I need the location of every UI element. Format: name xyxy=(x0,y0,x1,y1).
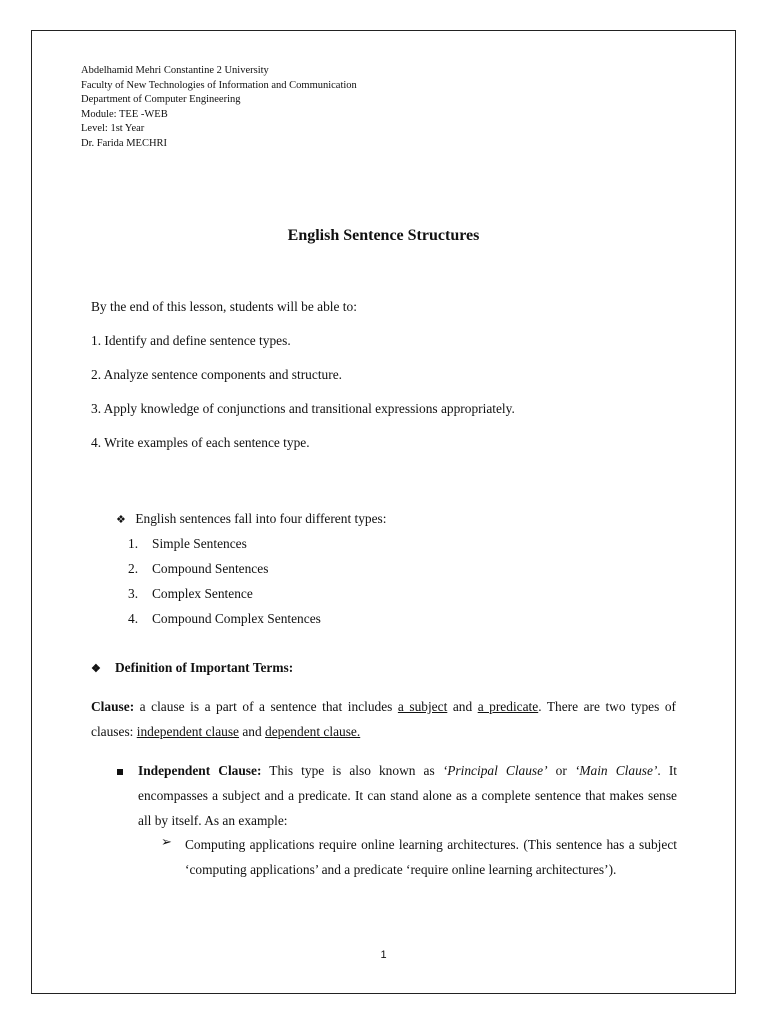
list-item xyxy=(128,561,268,577)
alias-main-clause: ‘Main Clause’ xyxy=(574,763,658,778)
alias-principal-clause: ‘Principal Clause’ xyxy=(442,763,548,778)
diamond-bullet-icon: ❖ xyxy=(91,663,101,675)
list-item xyxy=(128,536,247,552)
definition-text: . It encompasses a subject and a predicate. It can stand alone as a complete sentence that makes sense all by itself. As an example: xyxy=(138,763,678,828)
types-intro xyxy=(116,511,387,527)
clause-definition xyxy=(91,694,676,744)
predicate-term: a predicate xyxy=(477,699,539,714)
list-item-number: 3. xyxy=(128,586,139,601)
clause-text: . There are two types of clauses: xyxy=(91,699,677,739)
objective-item: 1. Identify and define sentence types. xyxy=(91,333,291,348)
header-faculty: Faculty of New Technologies of Information and Communication xyxy=(81,79,357,91)
square-bullet-icon xyxy=(117,769,123,775)
independent-clause-term: independent clause xyxy=(136,724,239,739)
example-sentence: Computing applications require online learning architectures. (This sentence has a subject ‘computing applications’ and a predicate ‘require online learning architectures’). xyxy=(185,837,677,877)
document-page xyxy=(31,30,736,994)
list-item-label: Complex Sentence xyxy=(152,586,253,601)
header-module: Module: TEE -WEB xyxy=(81,108,168,120)
header-level: Level: 1st Year xyxy=(81,123,145,135)
clause-term: Clause: xyxy=(91,699,135,714)
list-item-label: Simple Sentences xyxy=(152,536,247,551)
objective-item: 4. Write examples of each sentence type. xyxy=(91,435,310,450)
clause-text: and xyxy=(239,724,266,739)
list-item-number: 4. xyxy=(128,611,139,626)
list-item-label: Compound Sentences xyxy=(152,561,269,576)
arrow-bullet-icon: ➢ xyxy=(161,834,172,849)
definitions-heading-text: Definition of Important Terms: xyxy=(115,660,294,675)
objective-item: 2. Analyze sentence components and structure. xyxy=(91,367,342,382)
list-item xyxy=(128,586,253,602)
header-university: Abdelhamid Mehri Constantine 2 University xyxy=(81,65,269,76)
page-number: 1 xyxy=(380,949,387,961)
definitions-heading xyxy=(91,660,293,676)
list-item-number: 2. xyxy=(128,561,139,576)
types-intro-text: English sentences fall into four different types: xyxy=(135,511,387,526)
diamond-bullet-icon: ❖ xyxy=(116,514,126,526)
header-department: Department of Computer Engineering xyxy=(81,94,241,106)
list-item xyxy=(128,611,321,627)
subject-term: a subject xyxy=(397,699,448,714)
clause-text: and xyxy=(447,699,478,714)
list-item-label: Compound Complex Sentences xyxy=(152,611,321,626)
document-header xyxy=(81,64,357,152)
objective-item: 3. Apply knowledge of conjunctions and transitional expressions appropriately. xyxy=(91,401,515,416)
objectives-intro: By the end of this lesson, students will be able to: xyxy=(91,299,357,314)
clause-text: a clause is a part of a sentence that includes xyxy=(134,699,398,714)
independent-clause-heading: Independent Clause: xyxy=(138,763,262,778)
definition-text: or xyxy=(547,763,575,778)
list-item-number: 1. xyxy=(128,536,139,551)
independent-clause-definition xyxy=(138,758,677,833)
document-title: English Sentence Structures xyxy=(287,227,480,244)
dependent-clause-term: dependent clause. xyxy=(265,724,361,739)
header-author: Dr. Farida MECHRI xyxy=(81,137,168,149)
definition-text: This type is also known as xyxy=(261,763,443,778)
